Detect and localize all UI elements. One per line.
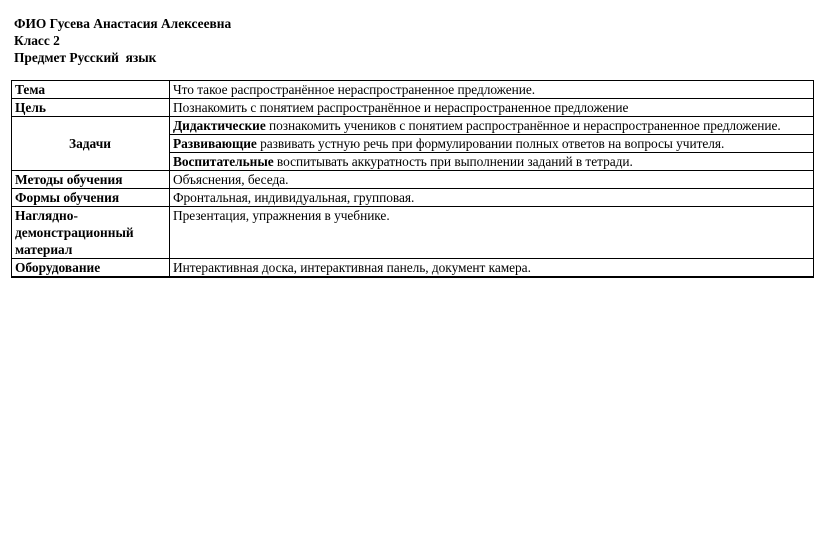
class-line: Класс 2 (14, 33, 60, 48)
oborud-value: Интерактивная доска, интерактивная панель, документ камера. (170, 259, 814, 278)
metody-value: Объяснения, беседа. (170, 171, 814, 189)
metody-label: Методы обучения (12, 171, 170, 189)
formy-value: Фронтальная, индивидуальная, групповая. (170, 189, 814, 207)
zadacha-didactic (170, 117, 814, 135)
zadachi-label: Задачи (12, 117, 170, 171)
zadacha-developing (170, 135, 814, 153)
zadacha-educational-title: Воспитательные (173, 154, 274, 169)
oborud-label: Оборудование (12, 259, 170, 278)
table-row-zadachi-1 (12, 117, 814, 135)
zadacha-developing-title: Развивающие (173, 136, 257, 151)
zadacha-educational (170, 153, 814, 171)
table-row-cel (12, 99, 814, 117)
teacher-name: ФИО Гусева Анастасия Алексеевна (14, 16, 232, 31)
nagl-label: Наглядно-демонстрационный материал (12, 207, 170, 259)
table-row-nagl (12, 207, 814, 259)
tema-value: Что такое распространённое нераспространенное предложение. (170, 81, 814, 99)
subject-line: Предмет Русский язык (14, 50, 157, 65)
cel-value: Познакомить с понятием распространённое и нераспространенное предложение (170, 99, 814, 117)
lesson-plan-table (11, 80, 814, 278)
table-row-oborud (12, 259, 814, 278)
zadacha-educational-text: воспитывать аккуратность при выполнении заданий в тетради. (273, 154, 633, 169)
tema-label: Тема (12, 81, 170, 99)
formy-label: Формы обучения (12, 189, 170, 207)
document-header (14, 15, 231, 66)
zadacha-didactic-title: Дидактические (173, 118, 266, 133)
table-row-metody (12, 171, 814, 189)
cel-label: Цель (12, 99, 170, 117)
table-row-tema (12, 81, 814, 99)
nagl-value: Презентация, упражнения в учебнике. (170, 207, 814, 259)
zadacha-developing-text: развивать устную речь при формулировании полных ответов на вопросы учителя. (256, 136, 725, 151)
zadacha-didactic-text: познакомить учеников с понятием распространённое и нераспространенное предложение. (265, 118, 781, 133)
table-row-formy (12, 189, 814, 207)
